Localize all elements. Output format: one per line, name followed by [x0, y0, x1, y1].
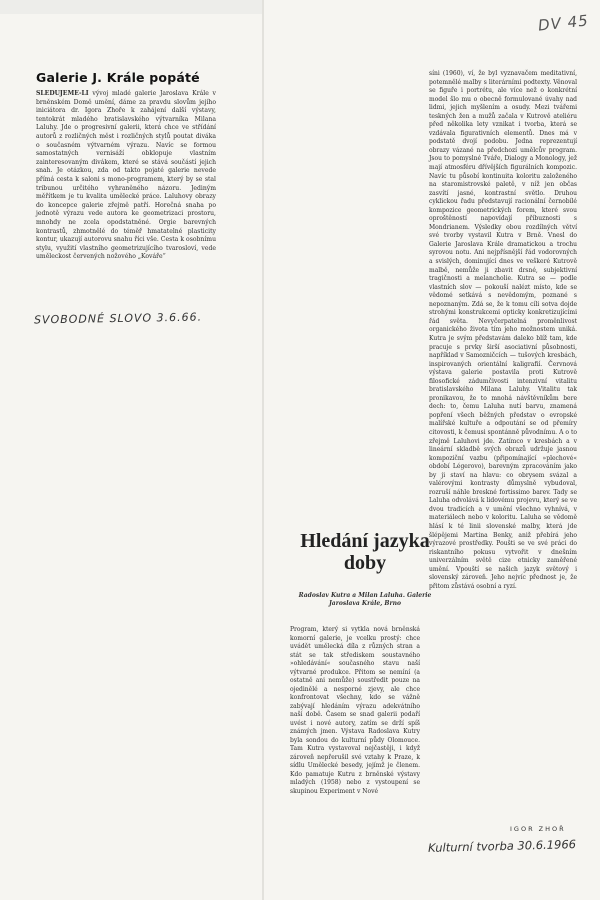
clipping1-title: Galerie J. Krále popáté	[36, 70, 200, 85]
clipping2-author: IGOR ZHOŘ	[510, 825, 566, 833]
archive-mark: DV 45	[537, 11, 590, 35]
clipping1-body	[36, 90, 216, 262]
clipping2-subtitle: Radoslav Kutra a Milan Laluha. Galerie Jaroslava Krále, Brno	[298, 592, 432, 608]
clipping2-column-left: Program, který si vytkla nová brněnská komorní galerie, je vcelku prostý: chce uvádět umělecká díla z různých stran a stát se tak střediskem soustavného »ohledávání« současného stavu naší výtvarné produkce. Přitom se nemíní (a ostatně ani nemůže) soustředit pouze na ojedinělé a nesporné zjevy, ale chce konfrontovat všechny, kdo se vážně zabývají hledáním výrazu adekvátního naší době. Časem se snad galerii podaří uvést i nové autory, zatím se drží spíš známých jmen. Výstava Radoslava Kutry byla sondou do kulturní půdy Olomouce. Tam Kutra vystavoval nejčastěji, i když zároveň nepřerušil své vztahy k Praze, k sídlu Umělecké besedy, jejímž je členem. Kdo pamatuje Kutru z brněnské výstavy mladých (1958) nebo z vystoupení se skupinou Experiment v Nové	[290, 626, 420, 795]
clipping1-lead: SLEDUJEME-LI	[36, 90, 89, 97]
clipping1-text: vývoj mladé galerie Jaroslava Krále v brněnském Domě umění, dáme za pravdu slovům jejího iniciátora dr. Igora Zhoře k zahájení další výstavy, tentokrát mladého bratislavského výtvarníka Milana Laluhy. Jde o progresivní galerii, která chce ve střídání autorů z rozličných měst i rozličných stylů poutat diváka o současném výtvarném výrazu. Navíc se formou samostatných vernisáží obklopuje vlastním zainteresovaným divákem, které se stává součástí jejich snah. Je otázkou, zda od takto pojaté galerie nevede přímá cesta k saloni s mono-programem, který by se stal tribunou určitého vyhraněného názoru. Jediným měřítkem je tu kvalita umělecké práce. Laluhovy obrazy do koncepce galerie zřejmě patří. Horečná snaha po jednotě výrazu vede autora ke geometrizaci prostoru, mnohdy ne zcela opodstatněné. Orgie barevných kontrastů, zhmotnělé do téměř hmatatelné plasticity kontur, ukazují autorovu snahu říci vše. Cesta k osobnímu stylu, využití vlastního geometrizujícího tvarosloví, vede uměleckost červených nožového „Kováře“	[36, 90, 217, 261]
top-paper-strip	[0, 0, 262, 14]
clipping1-handwritten-source: SVOBODNÉ SLOVO 3.6.66.	[33, 310, 203, 327]
clipping2-column-right: síni (1960), ví, že byl vyznavačem meditativní, potemnělé malby s literárními podtexty. Věnoval se figuře i portrétu, ale více než o konkrétní model šlo mu o obecně formulované úvahy nad lidmi, jejich myšlením a osudy. Mezi tvářemi teskných žen a mužů začala v Kutrově ateliéru před několika lety vznikat i tvorba, která se vzdávala figurativních elementů. Dnes má v podstatě dvojí podobu. Jedna reprezentují obrazy vázané na předchozí umělcův program. Jsou to pomyslné Tváře, Dialogy a Monology, jež mají atmosféru dřívějších figurálních kompozic. Navíc tu působí kontinuita koloritu založeného na staromistrovské paletě, v níž jen občas zasvítí jasné, kontrastní světlo. Druhou cyklickou řadu představují racionální černobílé kompozice geometrických forem, které svou oproštěností napovídají příbuznosti s Mondrianem. Výsledky obou rozdílných větví své tvorby vystavil Kutra v Brně. Vnesl do Galerie Jaroslava Krále dramatickou a trochu syrovou notu. Ani nejpřísnější řád vodorovných a svislých, dominující dnes ve veškeré Kutrově malbě, nemůže ji zbavit drsné, subjektivní tragičnosti a melancholie. Kutra se — podle vlastních slov — pokouší nalézt místo, kde se vědomé setkává s nevědomým, poznané s nepoznaným. Zdá se, že k tomu cíli sotva dojde strohými konstrukcemi opticky konkretizujícími řád světa. Nevyčerpatelná proměnlivost organického života tím jeho možnostem uniká. Kutra je svým představám daleko blíž tam, kde pracuje s prvky širší asociativní působnosti, například v Samozničcích — tušových kresbách, inspirovaných orientální kaligrafií. Červnová výstava galerie postavila proti Kutrově filosofické zádumčivosti intenzivní vitalitu bratislavského Milana Laluhy. Vitalitu tak pronikavou, že to mnohá návštěvníkům bere dech: to, čemu Laluha nutí barvu, znamená popření všech běžných představ o evropské malířské kultuře a odpoutání se od přemíry citovosti, k čemusi spontánně původnímu. A o to zřejmě Laluhovi jde. Zatímco v kresbách a v lineární skladbě svých obrazů udržuje jasnou kompoziční vazbu (připomínající »plechové« období Légerovo), barevným zpracováním jako by ji staví na hlavu: co obrysem svázal a valérovými kontrasty důmyslně vybudoval, rozruší náhle breskné fortissimo barev. Tady se Laluha odvolává k lidovému projevu, který se ve dvou tradicích a v umění všechno vyhnívá, v materiálech nebo v koloritu. Laluha se vědomě hlásí k té linii slovenské malby, která jde šlépějemi Martina Benky, aniž přebírá jeho výrazové prostředky. Poušti se ve své práci do riskantního pokusu vytvořit v dnešním univerzálním světě cize etnicky zaměřené umění. Vpouští se našich jazyk světový i slovenský zároveň. Jeho nejvíc přednost je, že přitom zůstává osobní a ryzí.	[429, 70, 577, 590]
clipping2-title: Hledání jazyka doby	[300, 530, 430, 574]
paper-fold-edge	[262, 0, 264, 900]
clipping2-handwritten-source: Kulturní tvorba 30.6.1966	[427, 837, 577, 855]
